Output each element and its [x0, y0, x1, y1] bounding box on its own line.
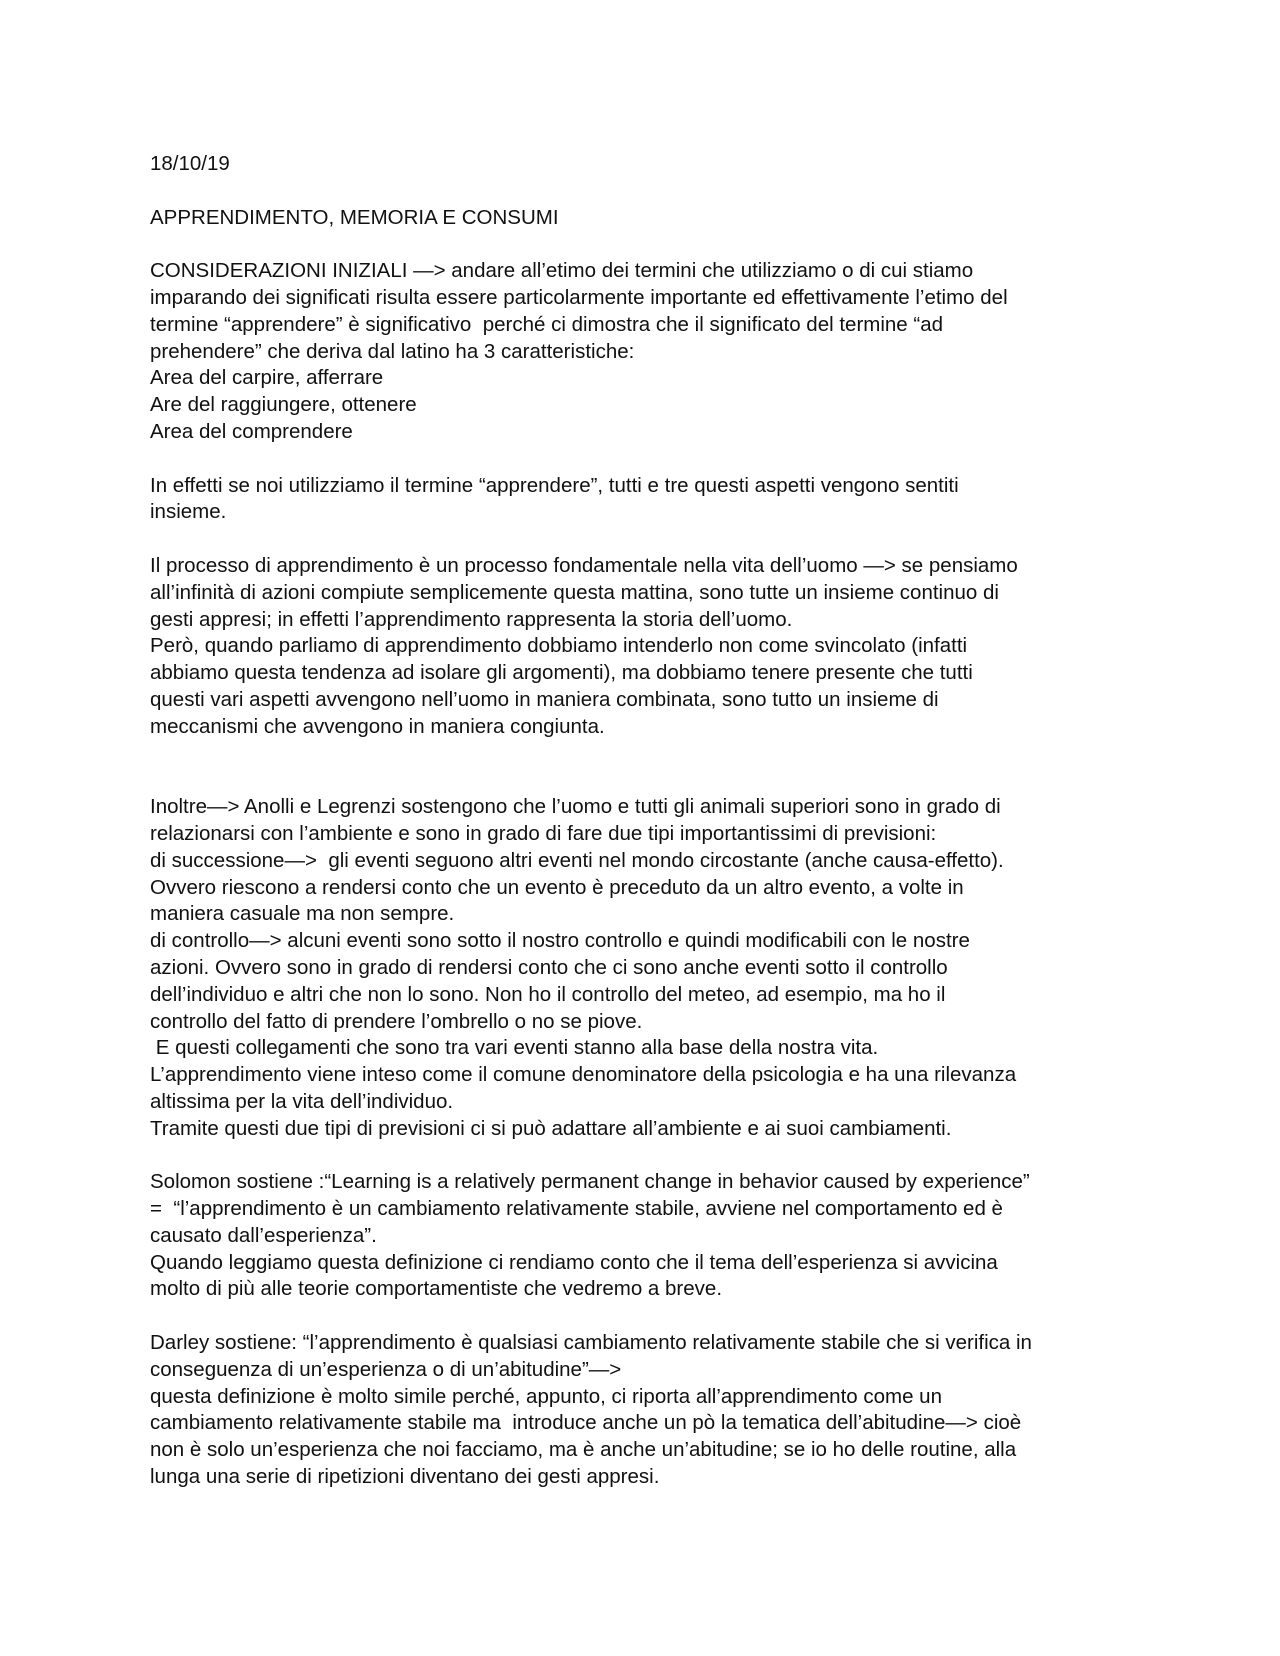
spacer	[150, 526, 1150, 553]
text-line: di successione—> gli eventi seguono altri eventi nel mondo circostante (anche causa-effetto).	[150, 848, 1004, 872]
text-line: E questi collegamenti che sono tra vari eventi stanno alla base della nostra vita.	[150, 1036, 879, 1060]
text-line: Darley sostiene: “l’apprendimento è qualsiasi cambiamento relativamente stabile che si verifica in	[150, 1331, 1032, 1355]
text-line: prehendere” che deriva dal latino ha 3 caratteristiche:	[150, 339, 635, 363]
spacer	[150, 1303, 1150, 1330]
text-line: causato dall’esperienza”.	[150, 1223, 377, 1247]
text-line: insieme.	[150, 500, 227, 524]
text-line: questa definizione è molto simile perché, appunto, ci riporta all’apprendimento come un	[150, 1384, 942, 1408]
text-line: molto di più alle teorie comportamentiste che vedremo a breve.	[150, 1277, 723, 1301]
spacer	[150, 178, 1150, 205]
paragraph-processo	[150, 553, 1150, 741]
text-line: questi vari aspetti avvengono nell’uomo in maniera combinata, sono tutto un insieme di	[150, 687, 939, 711]
paragraph-inoltre	[150, 794, 1150, 1142]
text-line: gesti appresi; in effetti l’apprendimento rappresenta la storia dell’uomo.	[150, 607, 793, 631]
text-line: dell’individuo e altri che non lo sono. Non ho il controllo del meteo, ad esempio, ma ho il	[150, 982, 946, 1006]
text-line: Quando leggiamo questa definizione ci rendiamo conto che il tema dell’esperienza si avvicina	[150, 1250, 998, 1274]
text-line: abbiamo questa tendenza ad isolare gli argomenti), ma dobbiamo tenere presente che tutti	[150, 661, 973, 685]
text-line: meccanismi che avvengono in maniera congiunta.	[150, 714, 605, 738]
text-line: In effetti se noi utilizziamo il termine “apprendere”, tutti e tre questi aspetti vengono sentiti	[150, 473, 959, 497]
spacer	[150, 231, 1150, 258]
paragraph-darley	[150, 1330, 1150, 1491]
text-line: Però, quando parliamo di apprendimento dobbiamo intenderlo non come svincolato (infatti	[150, 634, 968, 658]
paragraph-solomon	[150, 1169, 1150, 1303]
text-line: termine “apprendere” è significativo perché ci dimostra che il significato del termine “ad	[150, 312, 944, 336]
spacer	[150, 446, 1150, 473]
text-line: CONSIDERAZIONI INIZIALI —> andare all’etimo dei termini che utilizziamo o di cui stiamo	[150, 259, 974, 283]
text-line: Tramite questi due tipi di previsioni ci si può adattare all’ambiente e ai suoi cambiamenti.	[150, 1116, 952, 1140]
document-date: 18/10/19	[150, 152, 230, 175]
spacer	[150, 1142, 1150, 1169]
text-line: cambiamento relativamente stabile ma introduce anche un pò la tematica dell’abitudine—> cioè	[150, 1411, 1022, 1435]
document-title: APPRENDIMENTO, MEMORIA E CONSUMI	[150, 205, 559, 229]
text-line: = “l’apprendimento è un cambiamento relativamente stabile, avviene nel comportamento ed è	[150, 1197, 1003, 1221]
text-line: Solomon sostiene :“Learning is a relatively permanent change in behavior caused by experience”	[150, 1170, 1030, 1194]
paragraph-considerazioni	[150, 258, 1150, 446]
text-line: non è solo un’esperienza che noi facciamo, ma è anche un’abitudine; se io ho delle routine, alla	[150, 1438, 1017, 1462]
text-line: Ovvero riescono a rendersi conto che un evento è preceduto da un altro evento, a volte in	[150, 875, 964, 899]
text-line: Area del carpire, afferrare	[150, 366, 384, 390]
document-page	[150, 151, 1150, 1491]
text-line: di controllo—> alcuni eventi sono sotto il nostro controllo e quindi modificabili con le nostre	[150, 929, 970, 953]
text-line: Area del comprendere	[150, 419, 353, 443]
text-line: L’apprendimento viene inteso come il comune denominatore della psicologia e ha una rilevanza	[150, 1063, 1017, 1087]
text-line: altissima per la vita dell’individuo.	[150, 1089, 454, 1113]
text-line: Are del raggiungere, ottenere	[150, 393, 417, 417]
text-line: Il processo di apprendimento è un processo fondamentale nella vita dell’uomo —> se pensiamo	[150, 553, 1018, 577]
text-line: all’infinità di azioni compiute semplicemente questa mattina, sono tutte un insieme continuo di	[150, 580, 999, 604]
text-line: azioni. Ovvero sono in grado di rendersi conto che ci sono anche eventi sotto il controllo	[150, 955, 948, 979]
text-line: lunga una serie di ripetizioni diventano dei gesti appresi.	[150, 1465, 660, 1489]
text-line: maniera casuale ma non sempre.	[150, 902, 455, 926]
text-line: controllo del fatto di prendere l’ombrello o no se piove.	[150, 1009, 643, 1033]
text-line: conseguenza di un’esperienza o di un’abitudine”—>	[150, 1357, 622, 1381]
text-line: Inoltre—> Anolli e Legrenzi sostengono che l’uomo e tutti gli animali superiori sono in grado di	[150, 795, 1001, 819]
text-line: imparando dei significati risulta essere particolarmente importante ed effettivamente l’etimo del	[150, 285, 1008, 309]
paragraph-in-effetti	[150, 473, 1150, 527]
text-line: relazionarsi con l’ambiente e sono in grado di fare due tipi importantissimi di previsioni:	[150, 821, 937, 845]
spacer	[150, 741, 1150, 795]
